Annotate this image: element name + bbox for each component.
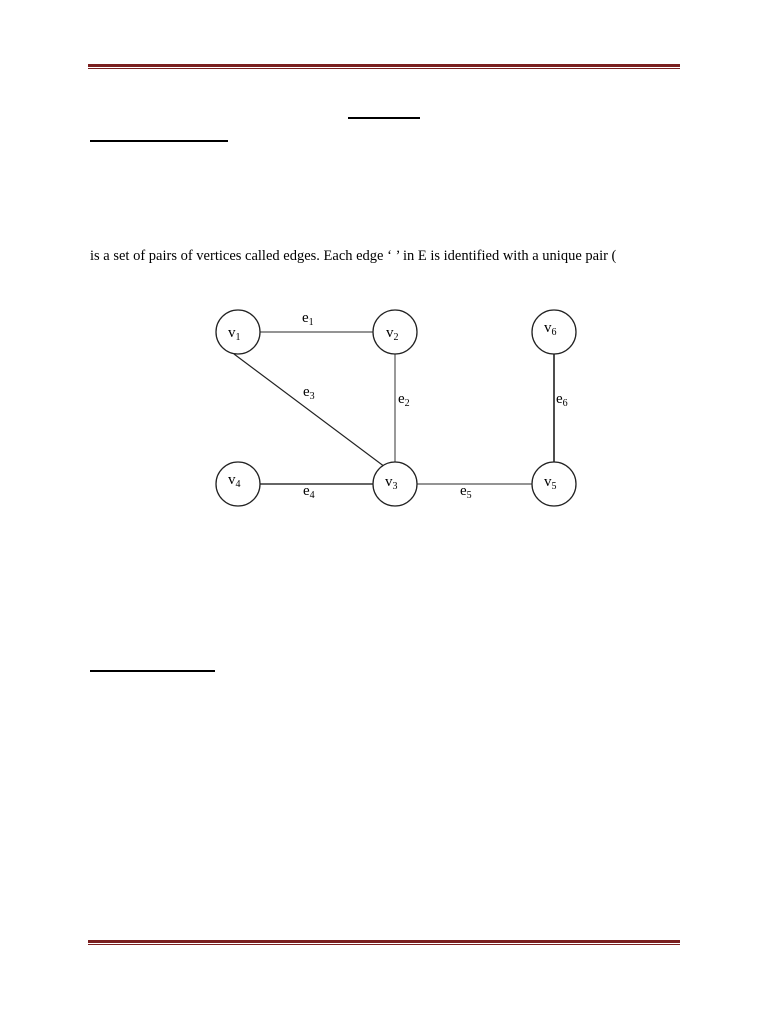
- edge-label-e6: $e_6$: [556, 391, 568, 409]
- vertex-v4-label: v: [228, 472, 236, 488]
- svg-text:v6: $v_6$: [544, 320, 557, 338]
- vertex-v3: [373, 462, 417, 506]
- edge-label-e2: $e_2$: [398, 391, 410, 409]
- vertex-v5: [532, 462, 576, 506]
- vertex-v2-label: v: [386, 325, 394, 341]
- svg-text:v5: $v_5$: [544, 474, 557, 492]
- edge-label-e4: $e_4$: [303, 483, 315, 501]
- vertex-v2: [373, 310, 417, 354]
- vertex-v1: [216, 310, 260, 354]
- vertex-v6: [532, 310, 576, 354]
- vertex-v4: [216, 462, 260, 506]
- edge-label-e5: $e_5$: [460, 483, 472, 501]
- vertex-v5-label: v: [544, 474, 552, 490]
- edge-e3: [234, 354, 389, 470]
- svg-text:v1: $v_1$: [228, 325, 241, 343]
- vertex-v1-label: v: [228, 325, 236, 341]
- svg-text:v3: $v_3$: [385, 474, 398, 492]
- svg-text:v2: $v_2$: [386, 325, 399, 343]
- svg-text:v4: $v_4$: [228, 472, 241, 490]
- footer-rule: [88, 940, 680, 945]
- vertex-v6-label: v: [544, 320, 552, 336]
- vertex-v3-label: v: [385, 474, 393, 490]
- second-heading-underline: [90, 670, 215, 672]
- edge-label-e1: $e_1$: [302, 310, 314, 328]
- edge-label-e3: $e_3$: [303, 384, 315, 402]
- body-text: is a set of pairs of vertices called edges. Each edge ‘ ’ in E is identified with a unique pair (: [90, 248, 617, 264]
